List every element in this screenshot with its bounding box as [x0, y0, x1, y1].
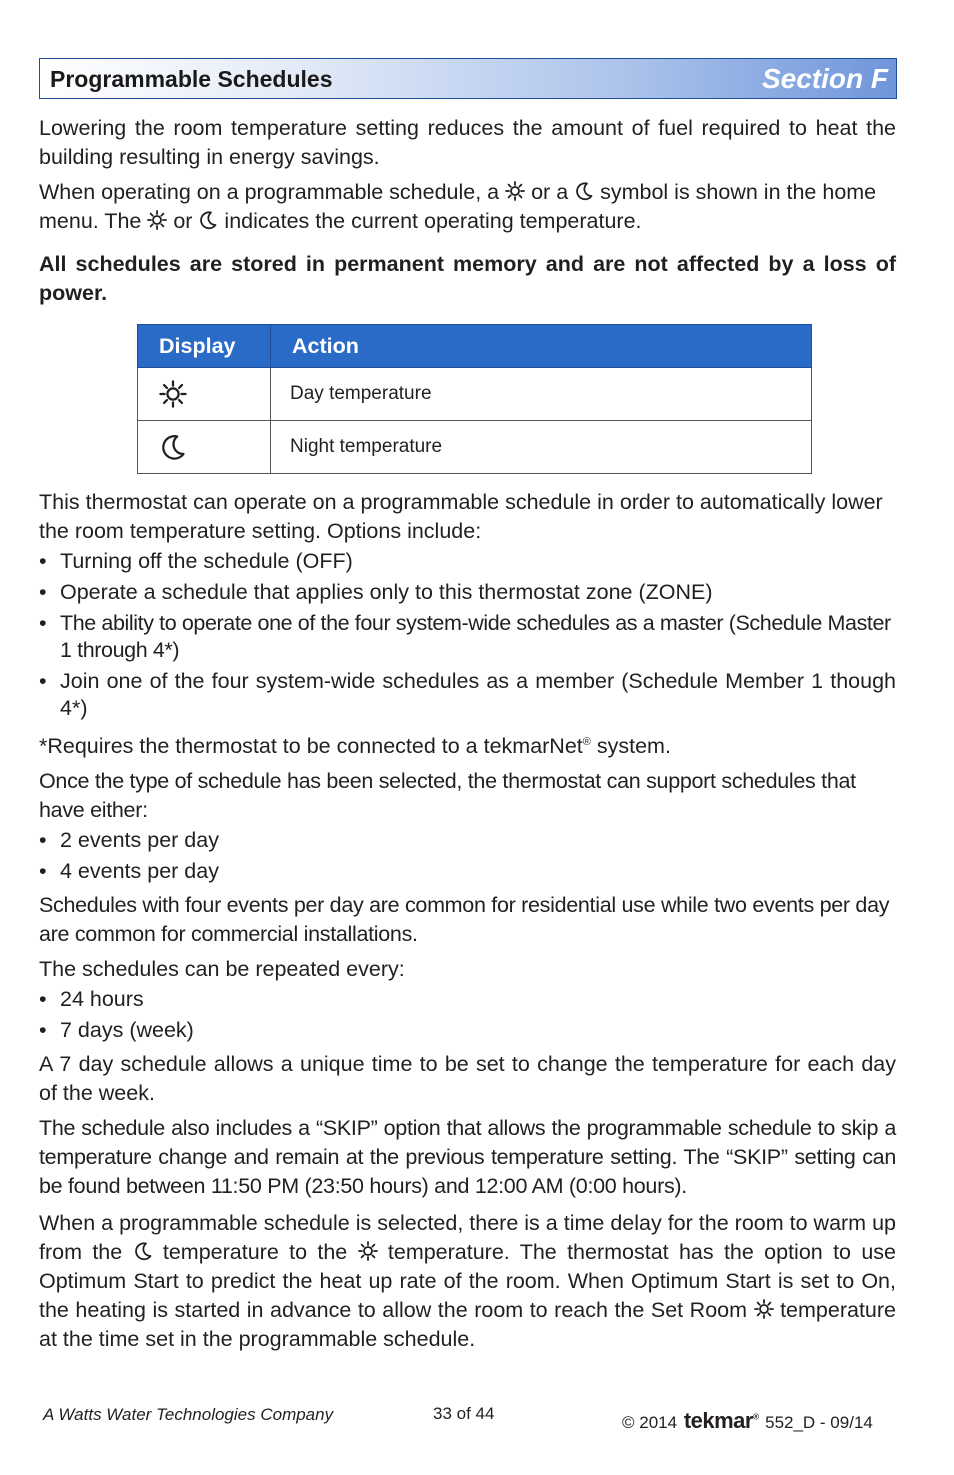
- optimum-start-paragraph: When a programmable schedule is selected, there is a time delay for the room to warm up from the temperature to the temperature. The thermostat has the option to use Optimum Start to predict the heat up rate of the room. When Optimum Start is set to On, the heating is started in advance to allow the room to reach the Set Room temperature at the time set in the programmable schedule.: [39, 1211, 896, 1352]
- seven-day-paragraph: A 7 day schedule allows a unique time to be set to change the temperature for each day of the week.: [39, 1052, 896, 1106]
- options-list: [39, 548, 896, 722]
- events-intro: Once the type of schedule has been selected, the thermostat can support schedules that have either:: [39, 769, 856, 823]
- footer-company: A Watts Water Technologies Company: [43, 1405, 334, 1424]
- column-header-action: Action: [271, 325, 812, 368]
- repeat-intro: The schedules can be repeated every:: [39, 957, 405, 982]
- list-item: • 4 events per day: [39, 859, 219, 884]
- display-cell: [138, 368, 271, 421]
- action-cell: Night temperature: [271, 421, 812, 474]
- list-item: • The ability to operate one of the four system-wide schedules as a master (Schedule Master 1 through 4*): [39, 611, 891, 662]
- sun-icon: [358, 1241, 378, 1261]
- table-row: [138, 421, 812, 474]
- page-title: Programmable Schedules: [50, 66, 333, 92]
- footer-copyright: © 2014 tekmar® 552_D - 09/14: [622, 1408, 873, 1433]
- moon-icon: [198, 210, 218, 230]
- table-row: [138, 368, 812, 421]
- skip-paragraph: The schedule also includes a “SKIP” option that allows the programmable schedule to skip a temperature change and remain at the previous temperature setting. The “SKIP” setting can be found between 11:50 PM (23:50 hours) and 12:00 AM (0:00 hours).: [39, 1116, 896, 1199]
- list-item: • Join one of the four system-wide schedules as a member (Schedule Member 1 though 4*): [39, 669, 896, 720]
- list-item: • Operate a schedule that applies only to this thermostat zone (ZONE): [39, 580, 713, 604]
- list-item: • 7 days (week): [39, 1018, 194, 1043]
- repeat-list: [39, 986, 896, 1044]
- page-number: 33 of 44: [433, 1404, 495, 1423]
- tekmarnet-note: *Requires the thermostat to be connected to a tekmarNet® system.: [39, 734, 671, 759]
- display-cell: [138, 421, 271, 474]
- main-content: [39, 114, 896, 1354]
- column-header-display: Display: [138, 325, 271, 368]
- memory-note: All schedules are stored in permanent memory and are not affected by a loss of power.: [39, 252, 896, 305]
- symbol-paragraph: When operating on a programmable schedule, a or a symbol is shown in the home menu. The or indicates the current operating temperature.: [39, 180, 877, 233]
- options-intro: This thermostat can operate on a programmable schedule in order to automatically lower the room temperature setting. Options include:: [39, 490, 883, 543]
- table-header-row: [138, 325, 812, 368]
- list-item: • 2 events per day: [39, 828, 219, 853]
- list-item: • 24 hours: [39, 987, 144, 1012]
- sun-icon: [147, 210, 167, 230]
- section-header-bar: [39, 58, 897, 99]
- sun-icon: [159, 380, 270, 408]
- section-label: Section F: [761, 63, 888, 94]
- moon-icon: [574, 181, 594, 201]
- tekmar-logo: tekmar®: [683, 1408, 759, 1433]
- list-item: • Turning off the schedule (OFF): [39, 549, 353, 573]
- display-action-table: [137, 324, 812, 474]
- events-list: [39, 827, 896, 885]
- action-cell: Day temperature: [271, 368, 812, 421]
- moon-icon: [133, 1241, 153, 1261]
- sun-icon: [505, 181, 525, 201]
- events-usage-paragraph: Schedules with four events per day are common for residential use while two events per day are common for commercial installations.: [39, 893, 890, 947]
- moon-icon: [159, 433, 270, 461]
- intro-paragraph: Lowering the room temperature setting reduces the amount of fuel required to heat the building resulting in energy savings.: [39, 116, 896, 169]
- sun-icon: [754, 1299, 774, 1319]
